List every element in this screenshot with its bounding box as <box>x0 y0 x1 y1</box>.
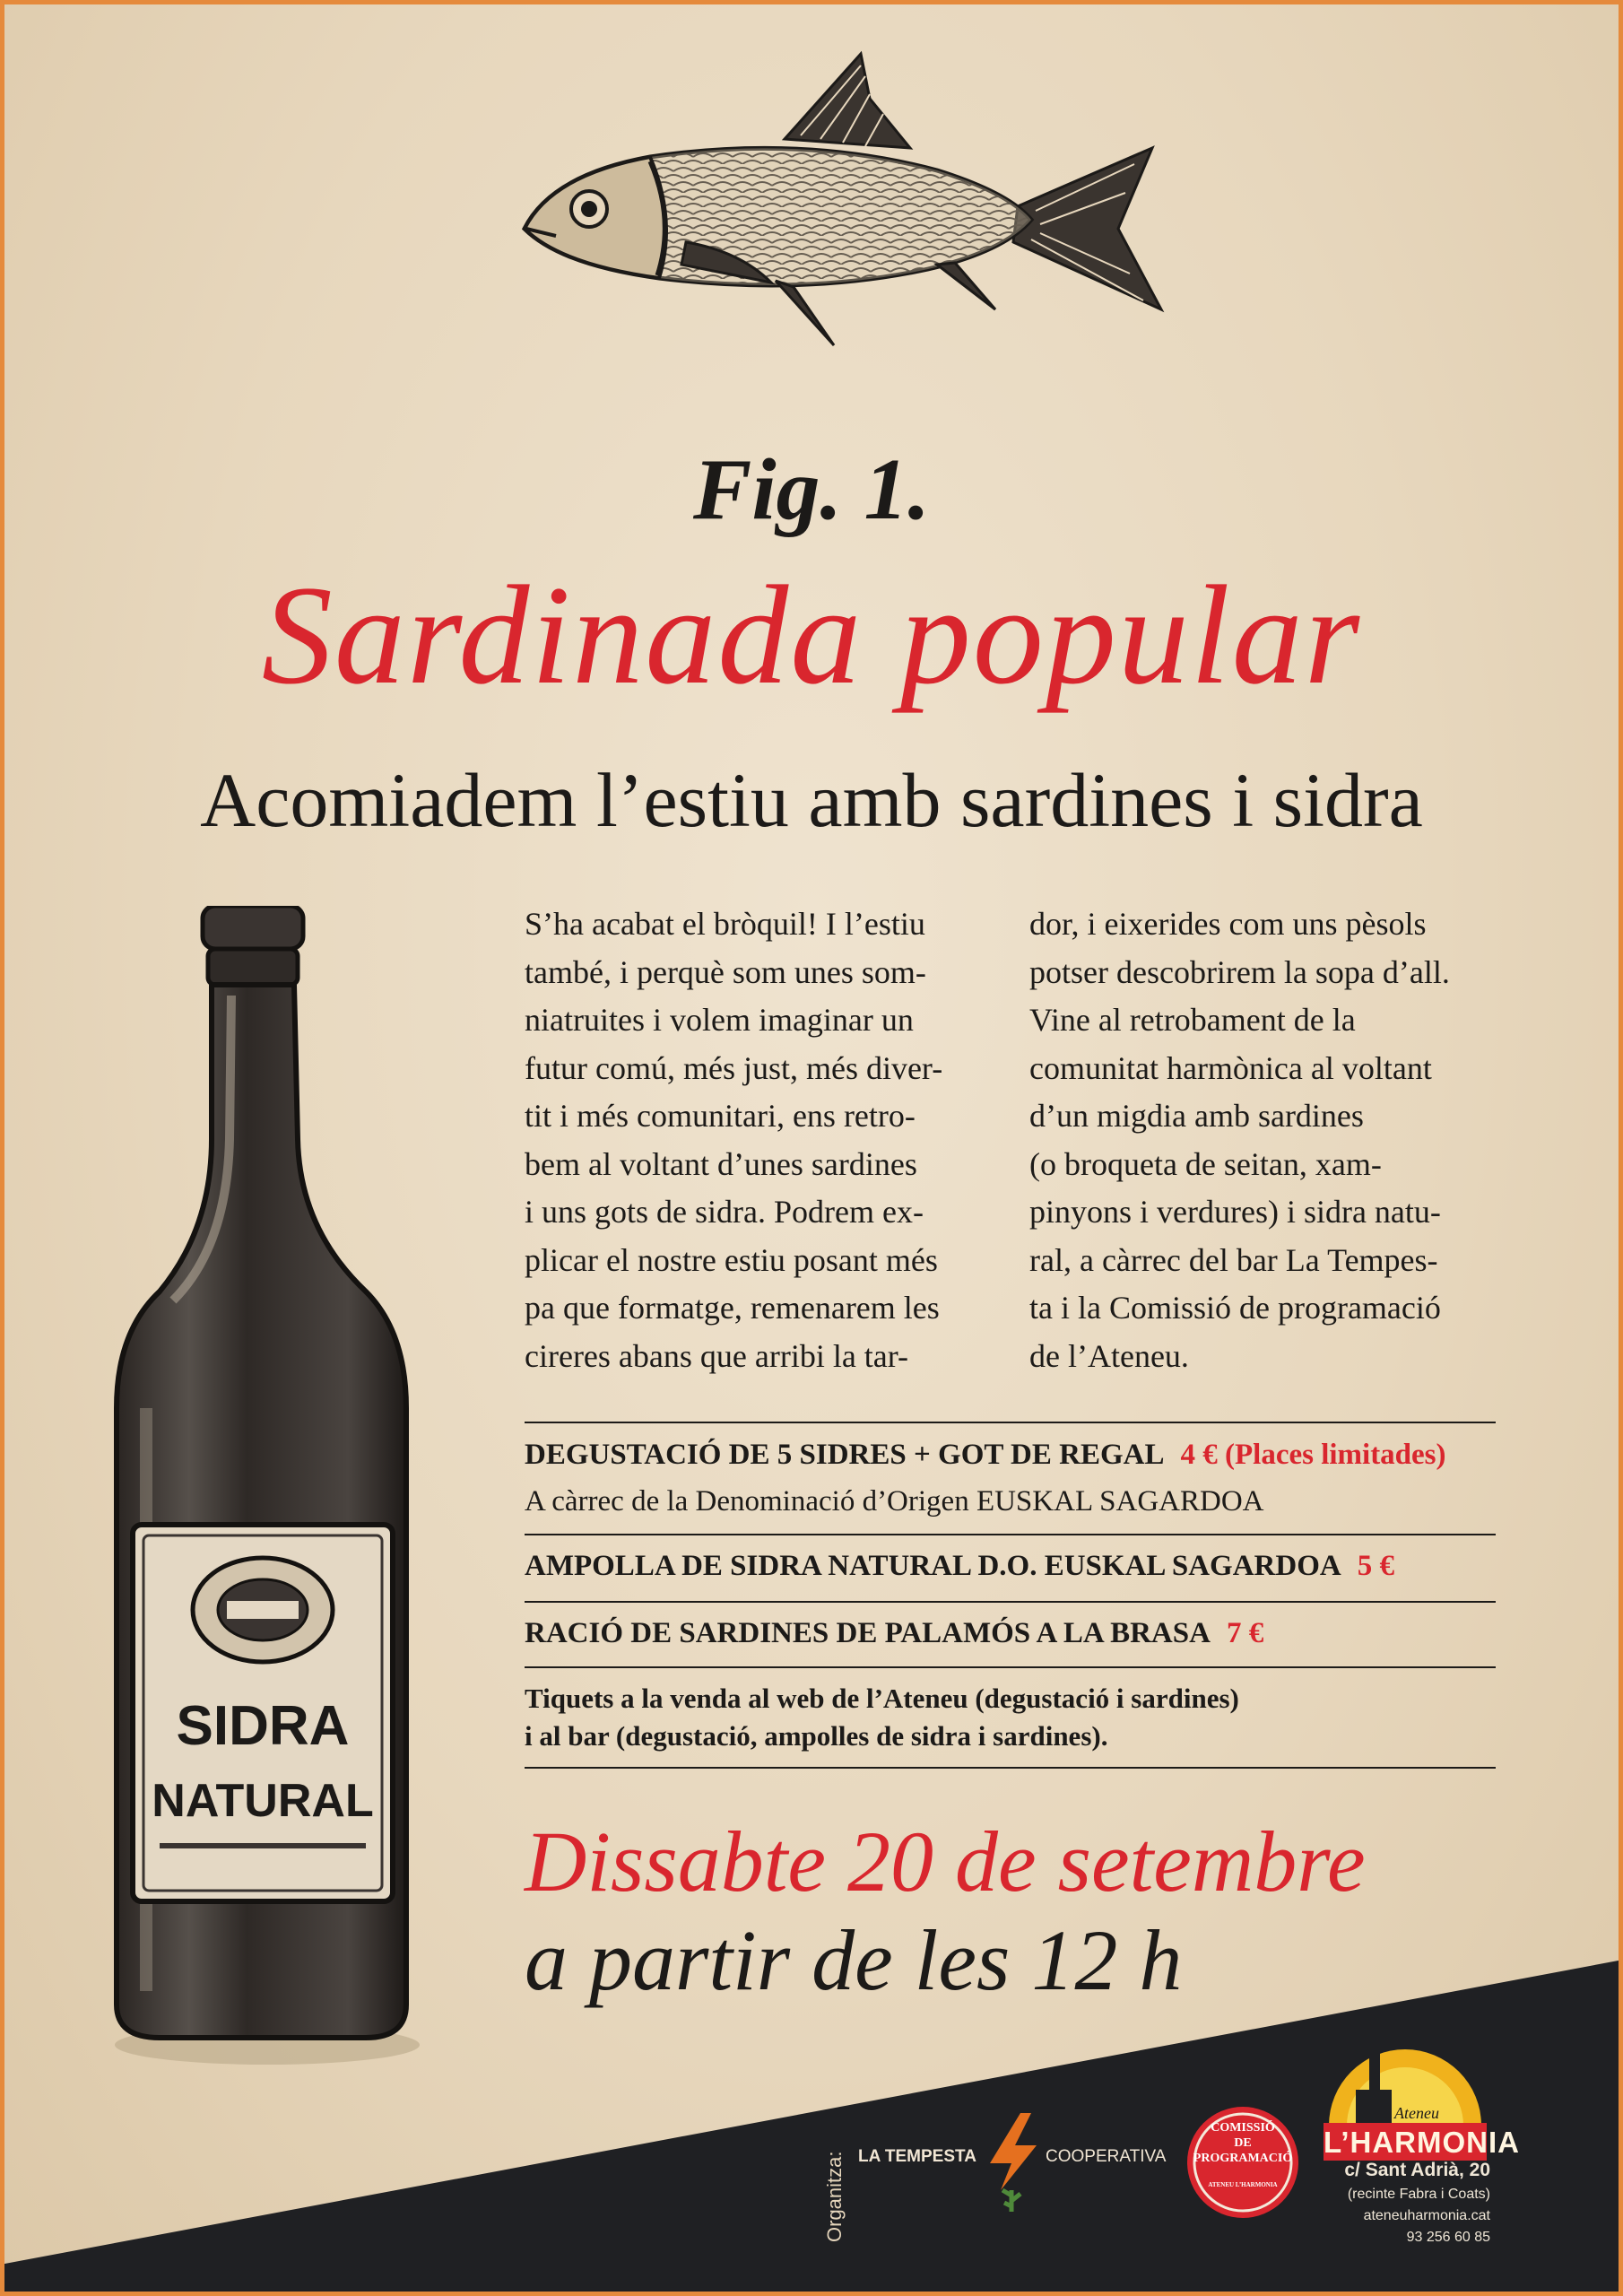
bottle-label-line1: SIDRA <box>176 1695 350 1757</box>
offer-price: 5 € <box>1357 1550 1394 1582</box>
sardine-illustration <box>516 49 1166 399</box>
divider <box>525 1601 1496 1603</box>
offer-label: RACIÓ DE SARDINES DE PALAMÓS A LA BRASA <box>525 1617 1211 1649</box>
bottle-label-line2: NATURAL <box>152 1775 374 1827</box>
phone-number: 93 256 60 85 <box>1406 2230 1490 2245</box>
offer-label: AMPOLLA DE SIDRA NATURAL D.O. EUSKAL SAGARDOA <box>525 1550 1341 1582</box>
cider-bottle-illustration <box>97 906 429 2072</box>
organitza-label: Organitza: <box>823 2151 846 2242</box>
cooperativa-label: COOPERATIVA <box>1046 2147 1167 2166</box>
offer-sardines <box>525 1617 1263 1650</box>
offer-label: DEGUSTACIÓ DE 5 SIDRES + GOT DE REGAL <box>525 1439 1165 1471</box>
address: c/ Sant Adrià, 20 <box>1344 2160 1490 2180</box>
event-time: a partir de les 12 h <box>525 1912 1183 2008</box>
offer-price: 7 € <box>1226 1617 1264 1649</box>
logo-ateneu-word: Ateneu <box>1394 2104 1439 2122</box>
address-note: (recinte Fabra i Coats) <box>1347 2187 1490 2202</box>
figure-label: Fig. 1. <box>692 441 931 538</box>
tickets-line-2: i al bar (degustació, ampolles de sidra i sardines). <box>525 1720 1108 1752</box>
la-tempesta-label: LA TEMPESTA <box>858 2147 976 2166</box>
logo-harmonia-word: L’HARMONIA <box>1324 2126 1520 2159</box>
tickets-line-1: Tiquets a la venda al web de l’Ateneu (degustació i sardines) <box>525 1683 1239 1714</box>
comissio-text: COMISSIÓ DE PROGRAMACIÓ <box>1193 2121 1293 2165</box>
lightning-bolt-icon <box>985 2113 1042 2213</box>
event-date: Dissabte 20 de setembre <box>525 1813 1366 1909</box>
body-column-2: dor, i eixerides com uns pèsols potser descobrirem la sopa d’all. Vine al retrobament de la comunitat harmònica al voltant d’un migdia amb sardines (o broqueta de seitan, xam- pinyons i verdures) i sidra natu- ral, a càrrec del bar La Tempes- ta i la Comissió de programació de l’Ateneu. <box>1029 906 1450 1374</box>
body-column-1: S’ha acabat el bròquil! I l’estiu també, i perquè som unes som- niatruites i volem imaginar un futur comú, més just, més diver- tit i més comunitari, ens retro- bem al voltant d’unes sardines i uns gots de sidra. Podrem ex- plicar el nostre estiu posant més pa que formatge, remenarem les cireres abans que arribi la tar- <box>525 906 943 1374</box>
offer-bottle <box>525 1550 1394 1583</box>
divider <box>525 1534 1496 1535</box>
poster-title: Sardinada popular <box>261 557 1362 714</box>
offer-tasting <box>525 1439 1446 1472</box>
divider <box>525 1767 1496 1769</box>
comissio-subtext: ATENEU L’HARMONIA <box>1208 2181 1278 2188</box>
poster-subtitle: Acomiadem l’estiu amb sardines i sidra <box>200 757 1423 843</box>
website-link[interactable]: ateneuharmonia.cat <box>1363 2208 1490 2223</box>
divider <box>525 1422 1496 1423</box>
offer-price: 4 € (Places limitades) <box>1180 1439 1446 1471</box>
divider <box>525 1666 1496 1668</box>
offer-tasting-note: A càrrec de la Denominació d’Origen EUSKAL SAGARDOA <box>525 1485 1264 1518</box>
